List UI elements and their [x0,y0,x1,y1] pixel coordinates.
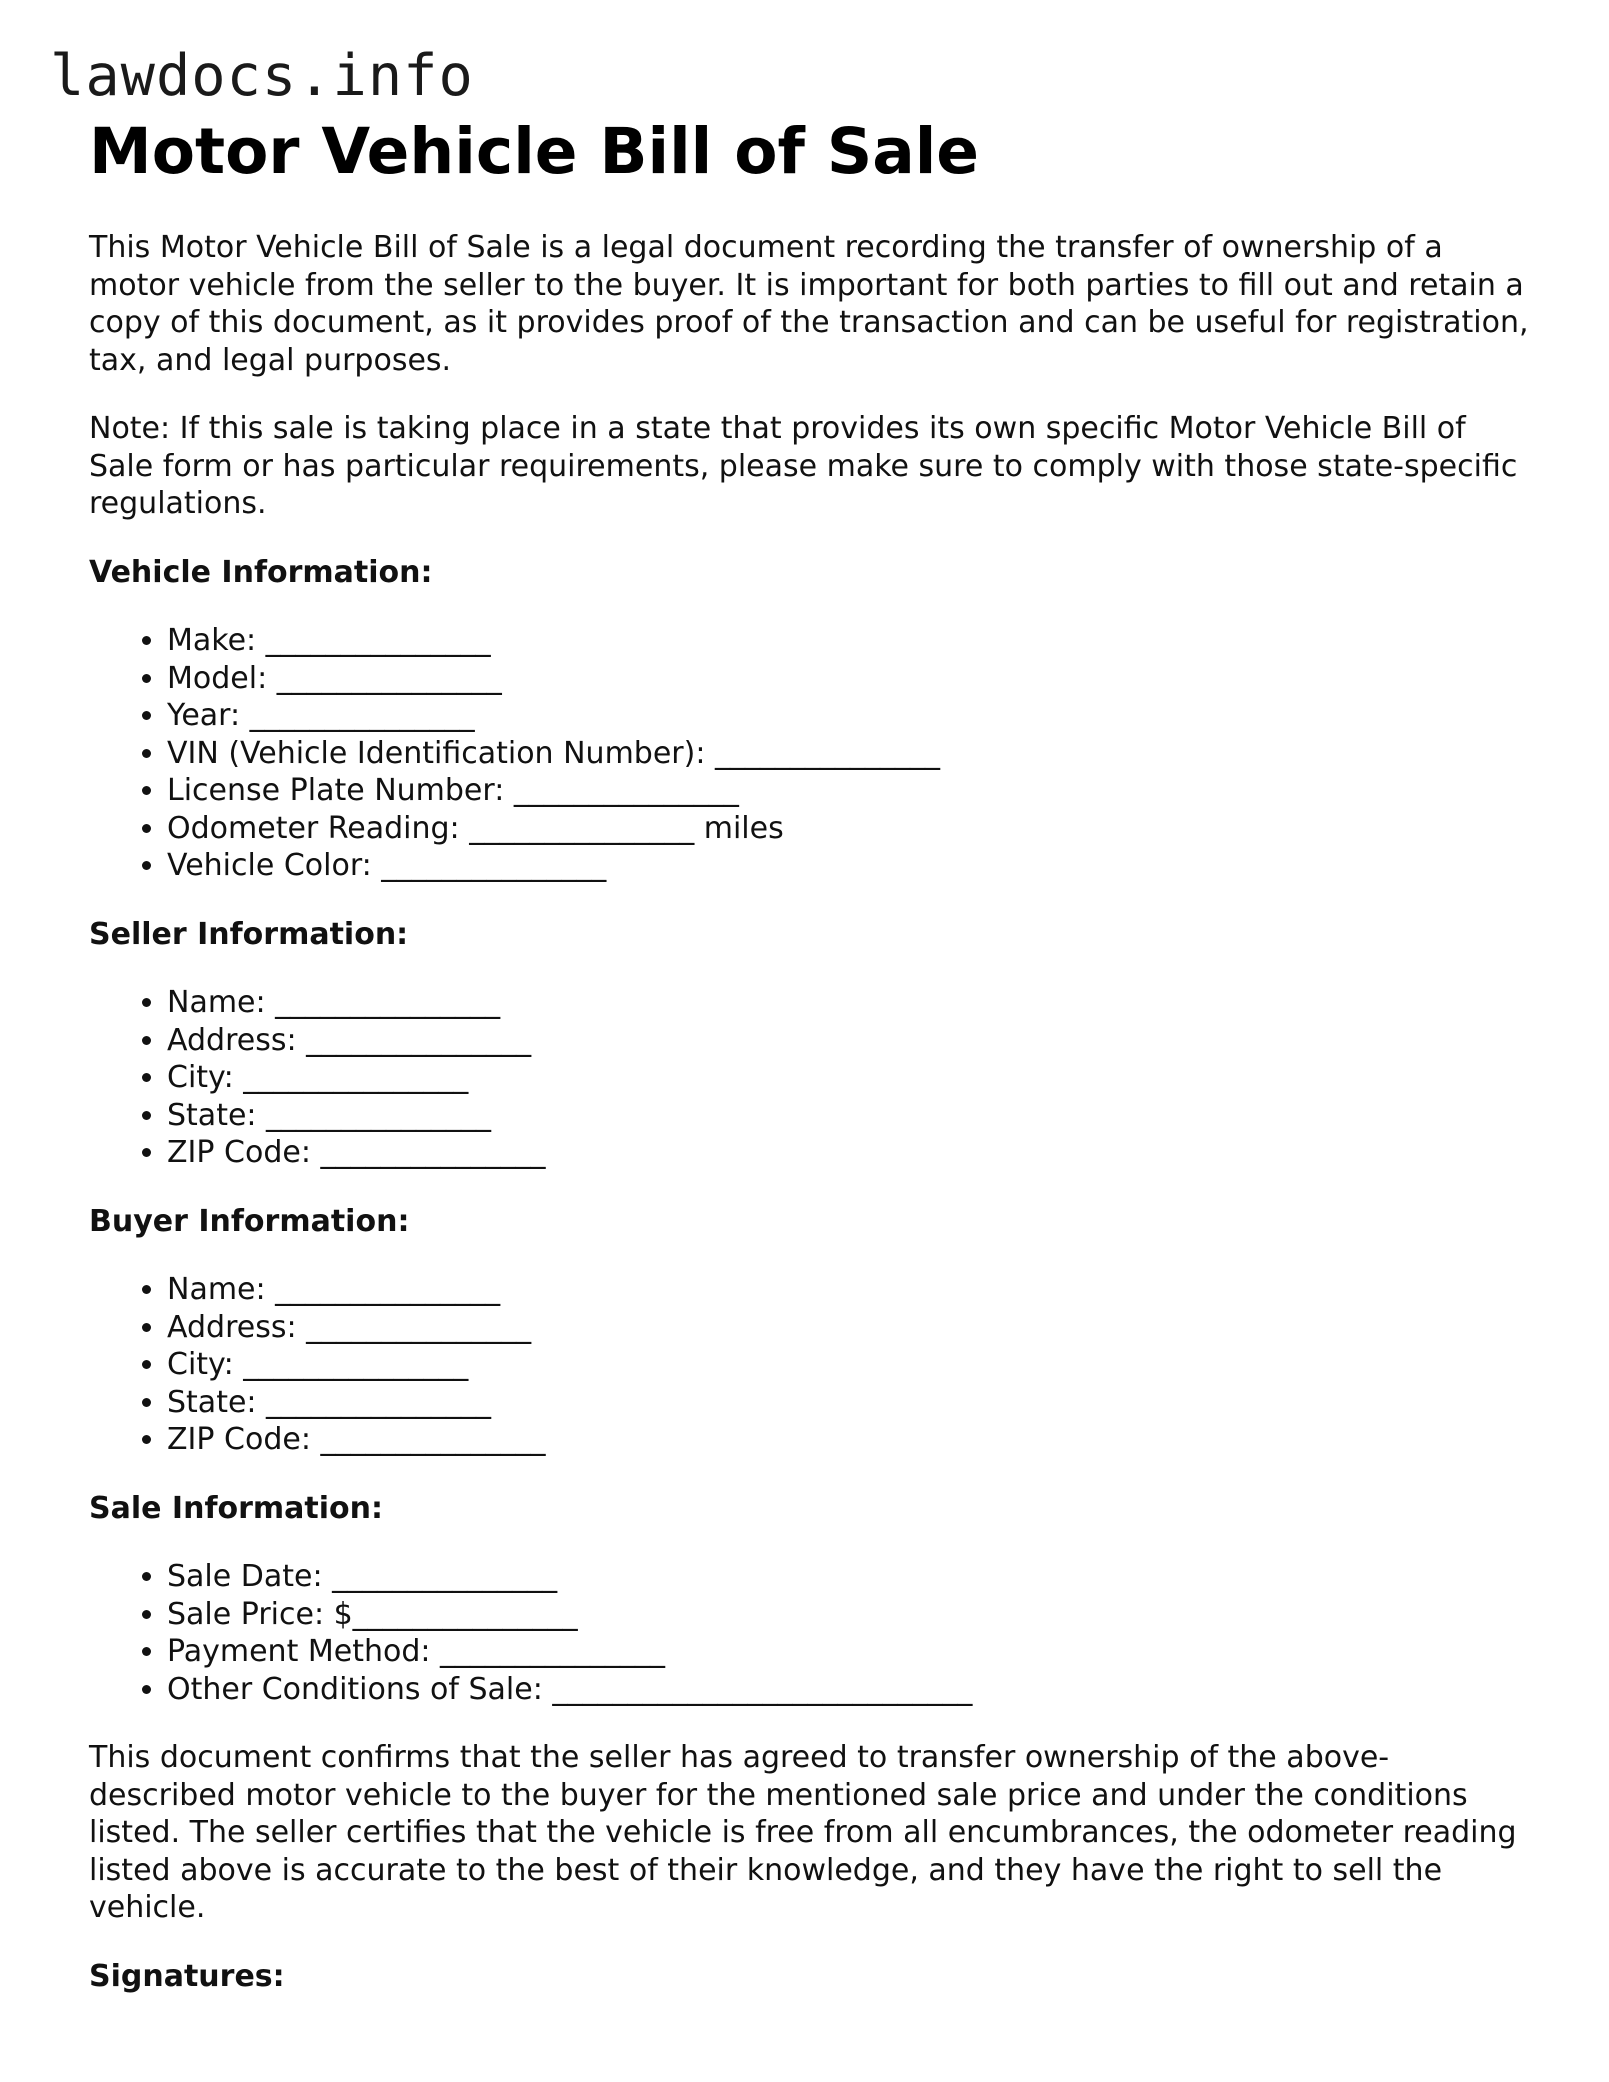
buyer-name-field: • Name: _______________ [167,1271,1529,1309]
vehicle-year-field: • Year: _______________ [167,697,1529,735]
document-title: Motor Vehicle Bill of Sale [89,115,980,188]
seller-zip-field: • ZIP Code: _______________ [167,1134,1529,1172]
vehicle-model-field: • Model: _______________ [167,660,1529,698]
seller-information-list [89,984,1529,1172]
vehicle-information-list [89,622,1529,885]
note-paragraph: Note: If this sale is taking place in a state that provides its own specific Motor Vehicle Bill of Sale form or has particular requirements, please make sure to comply with those state-specific regulations. [89,411,1518,521]
vehicle-odometer-field: • Odometer Reading: _______________ miles [167,810,1529,848]
vehicle-color-field: • Vehicle Color: _______________ [167,847,1529,885]
sale-price-field: • Sale Price: $_______________ [167,1596,1529,1634]
intro-paragraph: This Motor Vehicle Bill of Sale is a legal document recording the transfer of ownership of a motor vehicle from the seller to the buyer. It is important for both parties to fill out and retain a copy of this document, as it provides proof of the transaction and can be useful for registration, tax, and legal purposes. [89,230,1529,378]
signatures-heading: Signatures: [89,1958,285,1994]
buyer-zip-field: • ZIP Code: _______________ [167,1421,1529,1459]
seller-information-heading: Seller Information: [89,916,409,952]
payment-method-field: • Payment Method: _______________ [167,1633,1529,1671]
vehicle-license-plate-field: • License Plate Number: _______________ [167,772,1529,810]
sale-information-list [89,1558,1529,1708]
buyer-state-field: • State: _______________ [167,1384,1529,1422]
buyer-information-list [89,1271,1529,1459]
document-body [89,115,1529,2026]
buyer-city-field: • City: _______________ [167,1346,1529,1384]
seller-state-field: • State: _______________ [167,1097,1529,1135]
vehicle-make-field: • Make: _______________ [167,622,1529,660]
seller-name-field: • Name: _______________ [167,984,1529,1022]
vehicle-vin-field: • VIN (Vehicle Identification Number): _______________ [167,735,1529,773]
buyer-information-heading: Buyer Information: [89,1203,410,1239]
vehicle-information-heading: Vehicle Information: [89,554,433,590]
buyer-address-field: • Address: _______________ [167,1309,1529,1347]
seller-address-field: • Address: _______________ [167,1022,1529,1060]
sale-information-heading: Sale Information: [89,1490,383,1526]
site-name: lawdocs.info [50,43,474,109]
confirmation-paragraph: This document confirms that the seller has agreed to transfer ownership of the above-described motor vehicle to the buyer for the mentioned sale price and under the conditions listed. The seller certifies that the vehicle is free from all encumbrances, the odometer reading listed above is accurate to the best of their knowledge, and they have the right to sell the vehicle. [89,1740,1517,1925]
seller-city-field: • City: _______________ [167,1059,1529,1097]
sale-date-field: • Sale Date: _______________ [167,1558,1529,1596]
other-conditions-field: • Other Conditions of Sale: ____________________________ [167,1671,1529,1709]
